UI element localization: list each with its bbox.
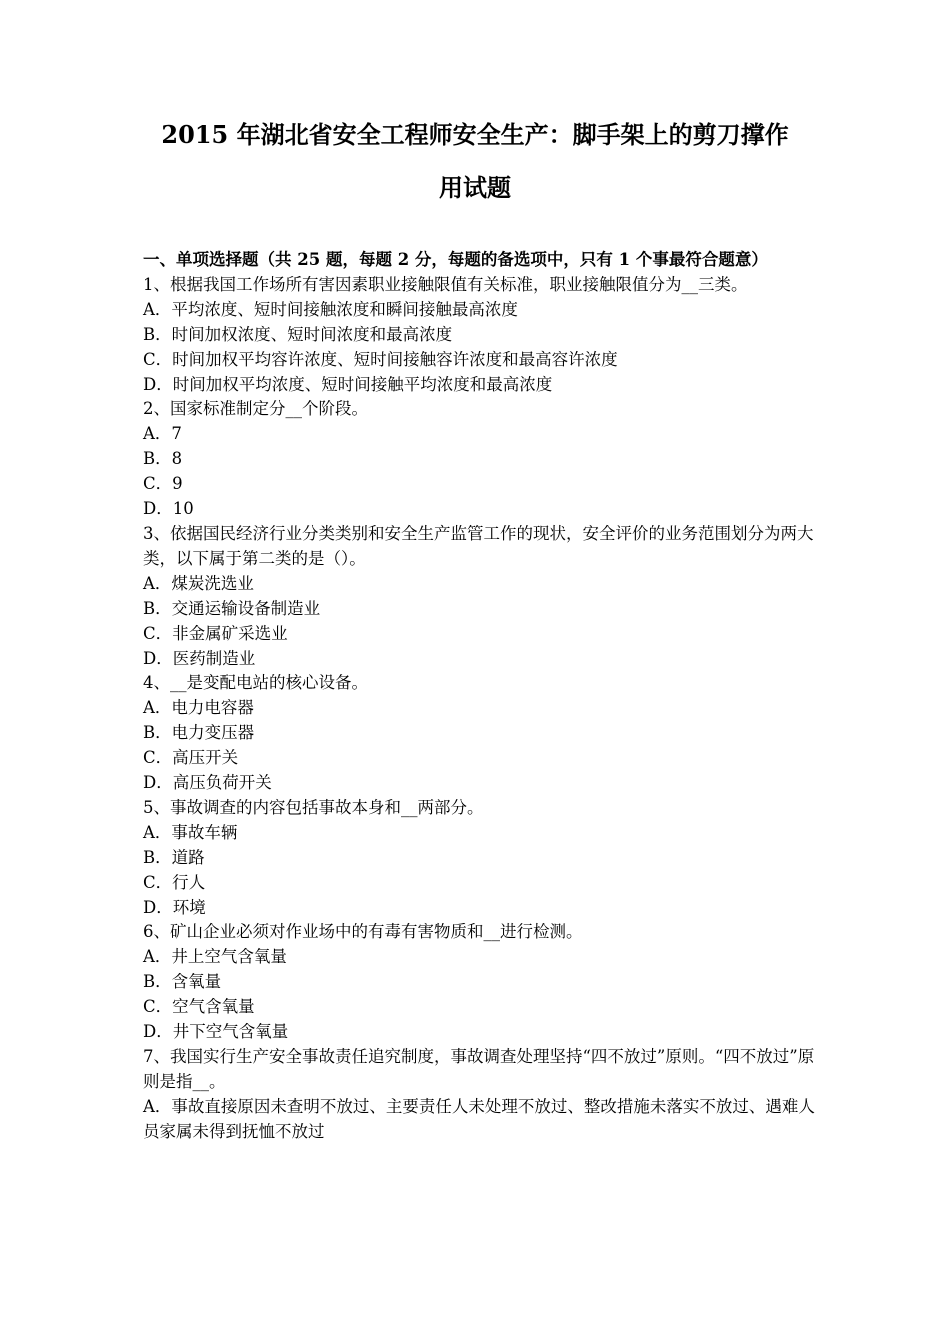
question-3-option-d: D．医药制造业 bbox=[143, 648, 256, 668]
question-1-option-d: D．时间加权平均浓度、短时间接触平均浓度和最高浓度 bbox=[143, 374, 553, 394]
question-2-option-a: A．7 bbox=[143, 424, 182, 444]
question-7-option-a: A．事故直接原因未查明不放过、主要责任人未处理不放过、整改措施未落实不放过、遇难人员家属未得到抚恤不放过 bbox=[143, 1096, 815, 1141]
question-3-option-a: A．煤炭洗选业 bbox=[143, 573, 254, 593]
question-4-option-a: A．电力电容器 bbox=[143, 698, 254, 718]
question-1-option-c: C．时间加权平均容许浓度、短时间接触容许浓度和最高容许浓度 bbox=[143, 349, 618, 369]
document-body bbox=[143, 248, 815, 1145]
question-4-option-b: B．电力变压器 bbox=[143, 723, 255, 743]
question-5-option-c: C．行人 bbox=[143, 872, 206, 892]
question-6-stem: 6、矿山企业必须对作业场中的有毒有害物质和__进行检测。 bbox=[143, 922, 583, 942]
question-2-stem: 2、国家标准制定分__个阶段。 bbox=[143, 399, 368, 419]
question-4-option-d: D．高压负荷开关 bbox=[143, 773, 272, 793]
document-title-line-1: 2015 年湖北省安全工程师安全生产：脚手架上的剪刀撑作 bbox=[161, 120, 789, 149]
question-2-option-d: D．10 bbox=[143, 499, 194, 519]
question-3-option-c: C．非金属矿采选业 bbox=[143, 623, 288, 643]
question-5-option-a: A．事故车辆 bbox=[143, 822, 238, 842]
document-title-line-2: 用试题 bbox=[439, 173, 511, 202]
question-6-option-b: B．含氧量 bbox=[143, 972, 222, 992]
question-6-option-a: A．井上空气含氧量 bbox=[143, 947, 287, 967]
question-3-stem: 3、依据国民经济行业分类类别和安全生产监管工作的现状，安全评价的业务范围划分为两大类，以下属于第二类的是（）。 bbox=[143, 523, 814, 568]
question-5-option-d: D．环境 bbox=[143, 897, 206, 917]
question-1-option-b: B．时间加权浓度、短时间浓度和最高浓度 bbox=[143, 324, 453, 344]
question-6-option-c: C．空气含氧量 bbox=[143, 997, 255, 1017]
question-4-stem: 4、__是变配电站的核心设备。 bbox=[143, 673, 368, 693]
question-6-option-d: D．井下空气含氧量 bbox=[143, 1022, 289, 1042]
question-3-option-b: B．交通运输设备制造业 bbox=[143, 598, 321, 618]
question-1-stem: 1、根据我国工作场所有害因素职业接触限值有关标准，职业接触限值分为__三类。 bbox=[143, 274, 748, 294]
question-5-stem: 5、事故调查的内容包括事故本身和__两部分。 bbox=[143, 797, 484, 817]
question-7-stem: 7、我国实行生产安全事故责任追究制度，事故调查处理坚持“四不放过”原则。“四不放过”原则是指__。 bbox=[143, 1047, 815, 1091]
question-2-option-b: B．8 bbox=[143, 449, 183, 469]
question-1-option-a: A．平均浓度、短时间接触浓度和瞬间接触最高浓度 bbox=[143, 299, 518, 319]
question-5-option-b: B．道路 bbox=[143, 847, 205, 867]
section-heading: 一、单项选择题（共 25 题，每题 2 分，每题的备选项中，只有 1 个事最符合题意） bbox=[143, 250, 768, 269]
question-2-option-c: C．9 bbox=[143, 474, 183, 494]
question-4-option-c: C．高压开关 bbox=[143, 748, 239, 768]
